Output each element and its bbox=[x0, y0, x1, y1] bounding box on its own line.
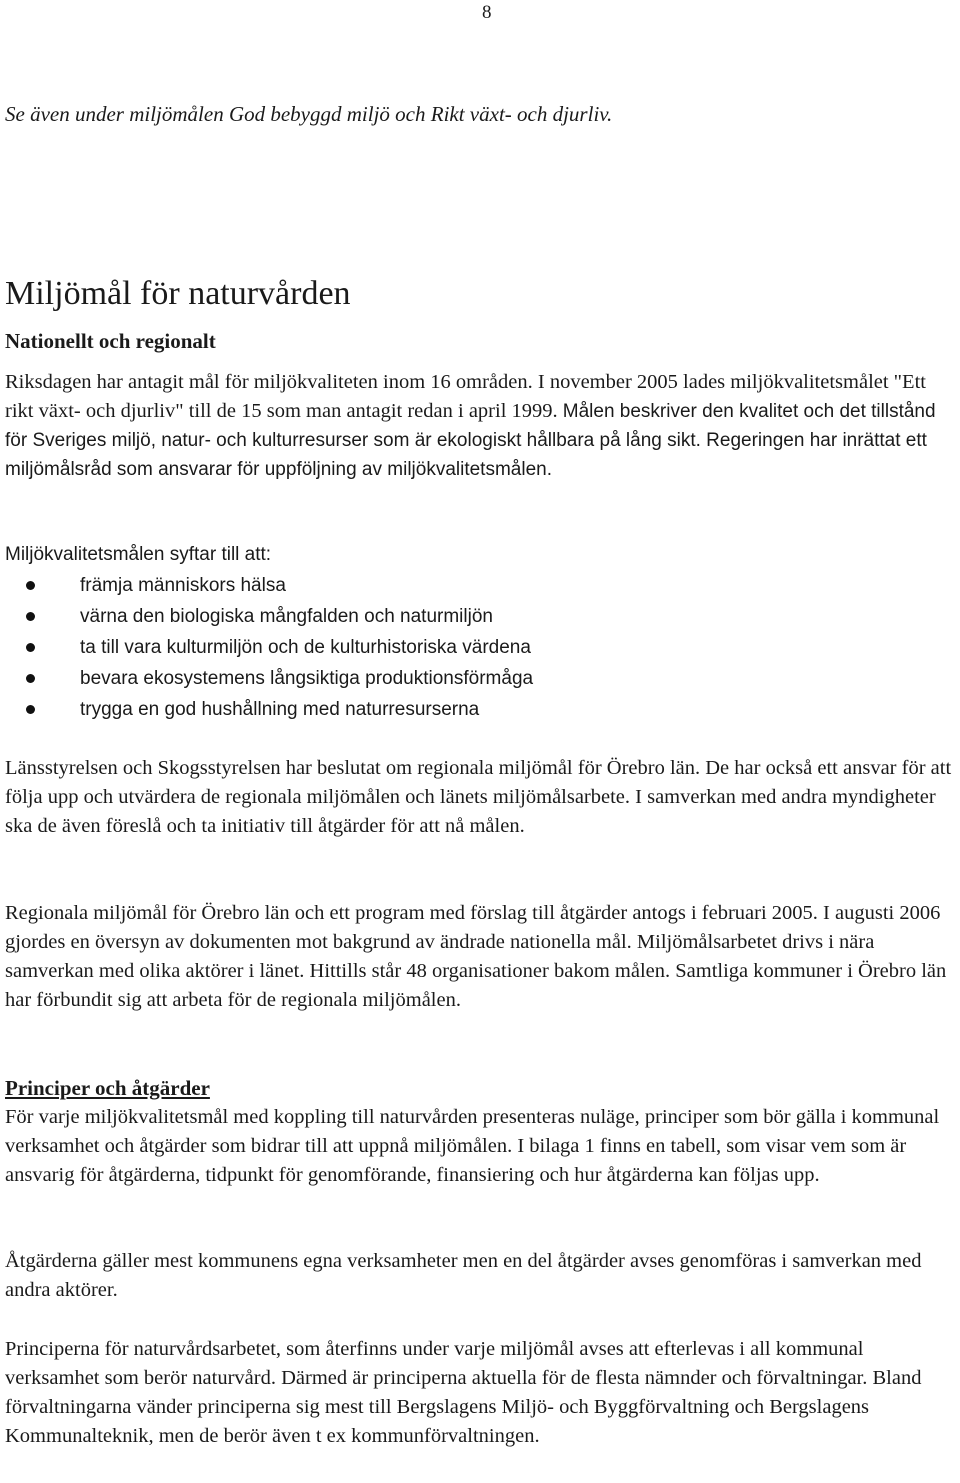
subtitle: Nationellt och regionalt bbox=[5, 329, 216, 353]
list-item bbox=[5, 570, 533, 601]
section-heading: Principer och åtgärder bbox=[5, 1076, 210, 1100]
list-item-label: ta till vara kulturmiljön och de kulturhistoriska värdena bbox=[80, 637, 531, 658]
bullet-icon bbox=[26, 612, 35, 621]
list-item-label: värna den biologiska mångfalden och naturmiljön bbox=[80, 606, 493, 627]
paragraph-regional-1: Länsstyrelsen och Skogsstyrelsen har beslutat om regionala miljömål för Örebro län. De har också ett ansvar för att följa upp och utvärdera de regionala miljömålen och länets miljömålsarbete. I samverkan med andra myndigheter ska de även föreslå och ta initiativ till åtgärder för att nå målen. bbox=[5, 757, 952, 837]
list-item-label: främja människors hälsa bbox=[80, 575, 286, 596]
page-title: Miljömål för naturvården bbox=[5, 275, 351, 312]
list-item bbox=[5, 694, 533, 725]
paragraph-principles-2: Åtgärderna gäller mest kommunens egna verksamheter men en del åtgärder avses genomföras i samverkan med andra aktörer. bbox=[5, 1250, 922, 1301]
bullet-icon bbox=[26, 581, 35, 590]
list-item-label: bevara ekosystemens långsiktiga produktionsförmåga bbox=[80, 668, 534, 689]
goals-list bbox=[5, 570, 533, 725]
intro-paragraph bbox=[5, 368, 953, 484]
bullet-icon bbox=[26, 705, 35, 714]
paragraph-principles-1: För varje miljökvalitetsmål med koppling till naturvården presenteras nuläge, principer som bör gälla i kommunal verksamhet och åtgärder som bidrar till att uppnå miljömålen. I bilaga 1 finns en tabell, som visar vem som är ansvarig för åtgärderna, tidpunkt för genomförande, finansiering och hur åtgärderna kan följas upp. bbox=[5, 1106, 940, 1186]
list-item-label: trygga en god hushållning med naturresurserna bbox=[80, 699, 480, 720]
bullet-icon bbox=[26, 643, 35, 652]
intro-paragraph-sans: Målen beskriver den kvalitet och det tillstånd för Sveriges miljö, natur- och kulturresurser som är ekologiskt hållbara på lång sikt. Regeringen har inrättat ett miljömålsråd som ansvarar för uppföljning av miljökvalitetsmålen. bbox=[5, 401, 936, 480]
intro-paragraph-serif: Riksdagen har antagit mål för miljökvaliteten inom 16 områden. I november 2005 lades miljökvalitetsmålet "Ett rikt växt- och djurliv" till de 15 som man antagit redan i april 1999. bbox=[5, 371, 926, 422]
goals-intro: Miljökvalitetsmålen syftar till att: bbox=[5, 544, 272, 565]
list-item bbox=[5, 632, 533, 663]
bullet-icon bbox=[26, 674, 35, 683]
paragraph-regional-2: Regionala miljömål för Örebro län och ett program med förslag till åtgärder antogs i februari 2005. I augusti 2006 gjordes en översyn av dokumenten mot bakgrund av ändrade nationella mål. Miljömålsarbetet drivs i nära samverkan med olika aktörer i länet. Hittills står 48 organisationer bakom målen. Samtliga kommuner i Örebro län har förbundit sig att arbeta för de regionala miljömålen. bbox=[5, 902, 947, 1011]
list-item bbox=[5, 663, 533, 694]
list-item bbox=[5, 601, 533, 632]
see-also-note: Se även under miljömålen God bebyggd miljö och Rikt växt- och djurliv. bbox=[5, 102, 613, 126]
page-number: 8 bbox=[482, 2, 492, 23]
paragraph-principles-3: Principerna för naturvårdsarbetet, som återfinns under varje miljömål avses att efterlevas i all kommunal verksamhet som berör naturvård. Därmed är principerna aktuella för de flesta nämnder och förvaltningar. Bland förvaltningarna vänder principerna sig mest till Bergslagens Miljö- och Byggförvaltning och Bergslagens Kommunalteknik, men de berör även t ex kommunförvaltningen. bbox=[5, 1338, 922, 1447]
